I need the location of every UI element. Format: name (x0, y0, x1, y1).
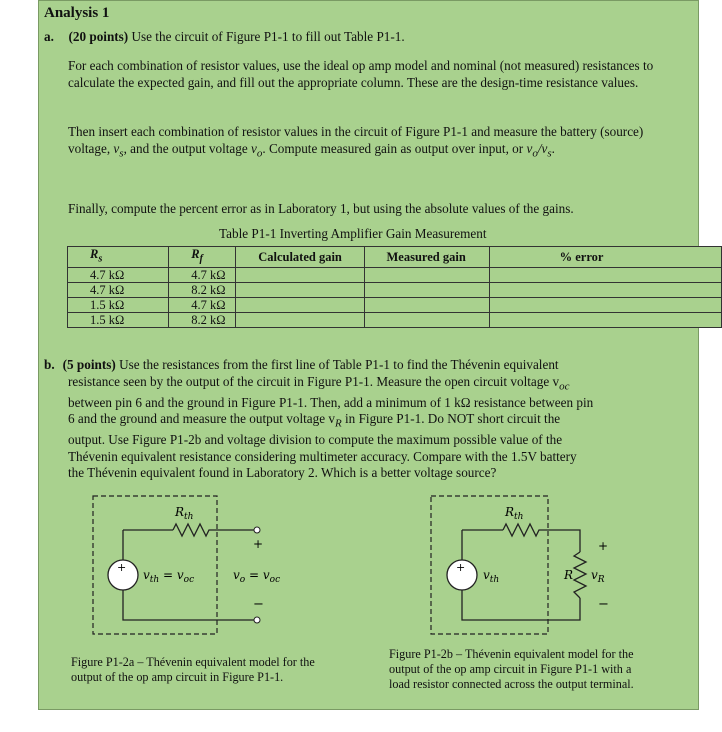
terminal-top-a (254, 527, 260, 533)
vr-sub: R (334, 417, 342, 430)
cell-err (489, 267, 721, 282)
source-plus-a: + (117, 561, 127, 574)
minus-b: − (598, 597, 609, 612)
header-measured-gain: Measured gain (364, 247, 489, 268)
cell-rs: 4.7 kΩ (68, 282, 169, 297)
header-rs: $R_s$ (68, 247, 169, 268)
cell-rs: 4.7 kΩ (68, 267, 169, 282)
vo-label-a: $v_o = v_{oc}$ (233, 568, 281, 585)
part-b-line-4: 6 and the ground and measure the output voltage $v_R$ in Figure P1-1. Do NOT short circuit the (68, 411, 561, 430)
ratio-den-sub: s (547, 147, 552, 160)
ratio-den: /v (537, 140, 548, 156)
cell-meas (364, 312, 489, 327)
vo-sub: o (256, 147, 263, 160)
part-b-text-1: Use the resistances from the first line of Table P1-1 to find the Thévenin equivalent (119, 357, 559, 372)
part-a-points: (20 points) (68, 29, 129, 44)
header-calculated-gain: Calculated gain (236, 247, 364, 268)
terminal-bottom-a (254, 617, 260, 623)
cell-rf: 4.7 kΩ (169, 267, 236, 282)
cell-rs: 1.5 kΩ (68, 297, 169, 312)
vth-label-b: $v_{th}$ (483, 568, 500, 585)
part-b-line-7: the Thévenin equivalent found in Laboratory 2. Which is a better voltage source? (68, 465, 497, 481)
rth-label-b: $R_{th}$ (505, 505, 524, 522)
part-b-line-3: between pin 6 and the ground in Figure P1-1. Then, add a minimum of 1 kΩ resistance between pin (68, 394, 594, 410)
cell-rf: 8.2 kΩ (169, 312, 236, 327)
part-b-points: (5 points) (62, 357, 116, 372)
part-b-line-1 (44, 357, 694, 374)
source-plus-b: + (456, 561, 466, 574)
p2-text-3: . Compute measured gain as output over input, or (262, 140, 527, 156)
part-a-letter: a. (44, 29, 54, 44)
figure-p1-2b-caption: Figure P1-2b – Thévenin equivalent model for the output of the op amp circuit in Figure P1-1 with a load resistor connected across the output terminal. (389, 647, 634, 691)
voc-sub: oc (559, 380, 570, 393)
ratio-num-sub: o (532, 147, 538, 160)
cell-calc (236, 267, 364, 282)
figure-p1-2b-circuit (425, 490, 640, 640)
vo-symbol: v (251, 140, 257, 156)
thevenin-box-b (431, 496, 548, 634)
cell-calc (236, 312, 364, 327)
cell-meas (364, 267, 489, 282)
figure-p1-2a-circuit (85, 490, 305, 640)
part-a-intro: Use the circuit of Figure P1-1 to fill out Table P1-1. (131, 29, 405, 44)
cell-calc (236, 282, 364, 297)
table-caption: Table P1-1 Inverting Amplifier Gain Measurement (219, 226, 487, 241)
vs-symbol: v (113, 140, 120, 156)
part-b-letter: b. (44, 357, 55, 372)
header-rf: $R_f$ (169, 247, 236, 268)
cell-err (489, 312, 721, 327)
minus-a: − (253, 597, 264, 612)
rth-resistor-b (503, 524, 542, 536)
cell-rf: 4.7 kΩ (169, 297, 236, 312)
table-row (68, 282, 722, 297)
figure-p1-2a-caption: Figure P1-2a – Thévenin equivalent model for the output of the op amp circuit in Figure P1-1. (71, 655, 315, 684)
p2-text-1: Then insert each combination of resistor values in the circuit of Figure P1-1 and measure the battery (source) voltage, (68, 124, 644, 156)
plus-a: + (253, 537, 264, 551)
cell-rf: 8.2 kΩ (169, 282, 236, 297)
gain-table (67, 246, 722, 328)
table-row (68, 267, 722, 282)
plus-b: + (598, 539, 609, 553)
vth-label-a: $v_{th} = v_{oc}$ (143, 568, 195, 585)
vr-label-b: $v_R$ (591, 568, 605, 585)
cell-err (489, 282, 721, 297)
cell-meas (364, 282, 489, 297)
section-heading: Analysis 1 (44, 5, 110, 21)
part-a-paragraph-2 (68, 124, 663, 162)
vs-sub: s (119, 147, 124, 160)
header-percent-error: % error (489, 247, 721, 268)
table-row (68, 297, 722, 312)
part-a-paragraph-3: Finally, compute the percent error as in Laboratory 1, but using the absolute values of the gains. (68, 201, 574, 216)
cell-err (489, 297, 721, 312)
part-a-header (44, 29, 405, 46)
cell-calc (236, 297, 364, 312)
p2-text-2: , and the output voltage (123, 140, 252, 156)
part-a-paragraph-1: For each combination of resistor values, use the ideal op amp model and nominal (not measured) resistances to calculate the expected gain, and fill out the appropriate column. These are the design-time resistance values. (68, 58, 654, 90)
cell-meas (364, 297, 489, 312)
table-row (68, 312, 722, 327)
r-label-b: R (564, 568, 574, 582)
load-resistor-b (574, 552, 586, 598)
part-b-line-5: output. Use Figure P1-2b and voltage division to compute the maximum possible value of the (68, 432, 563, 448)
rth-label-a: $R_{th}$ (175, 505, 194, 522)
cell-rs: 1.5 kΩ (68, 312, 169, 327)
p2-end: . (551, 140, 555, 156)
ratio-num: v (526, 140, 533, 156)
rth-resistor-a (173, 524, 257, 536)
table-header-row (68, 247, 722, 268)
part-b-line-6: Thévenin equivalent resistance considering multimeter accuracy. Compare with the 1.5V battery (68, 448, 577, 464)
part-b-line-2: resistance seen by the output of the circuit in Figure P1-1. Measure the open circuit voltage $v_{oc}$ (68, 373, 570, 393)
part-b (44, 357, 694, 482)
